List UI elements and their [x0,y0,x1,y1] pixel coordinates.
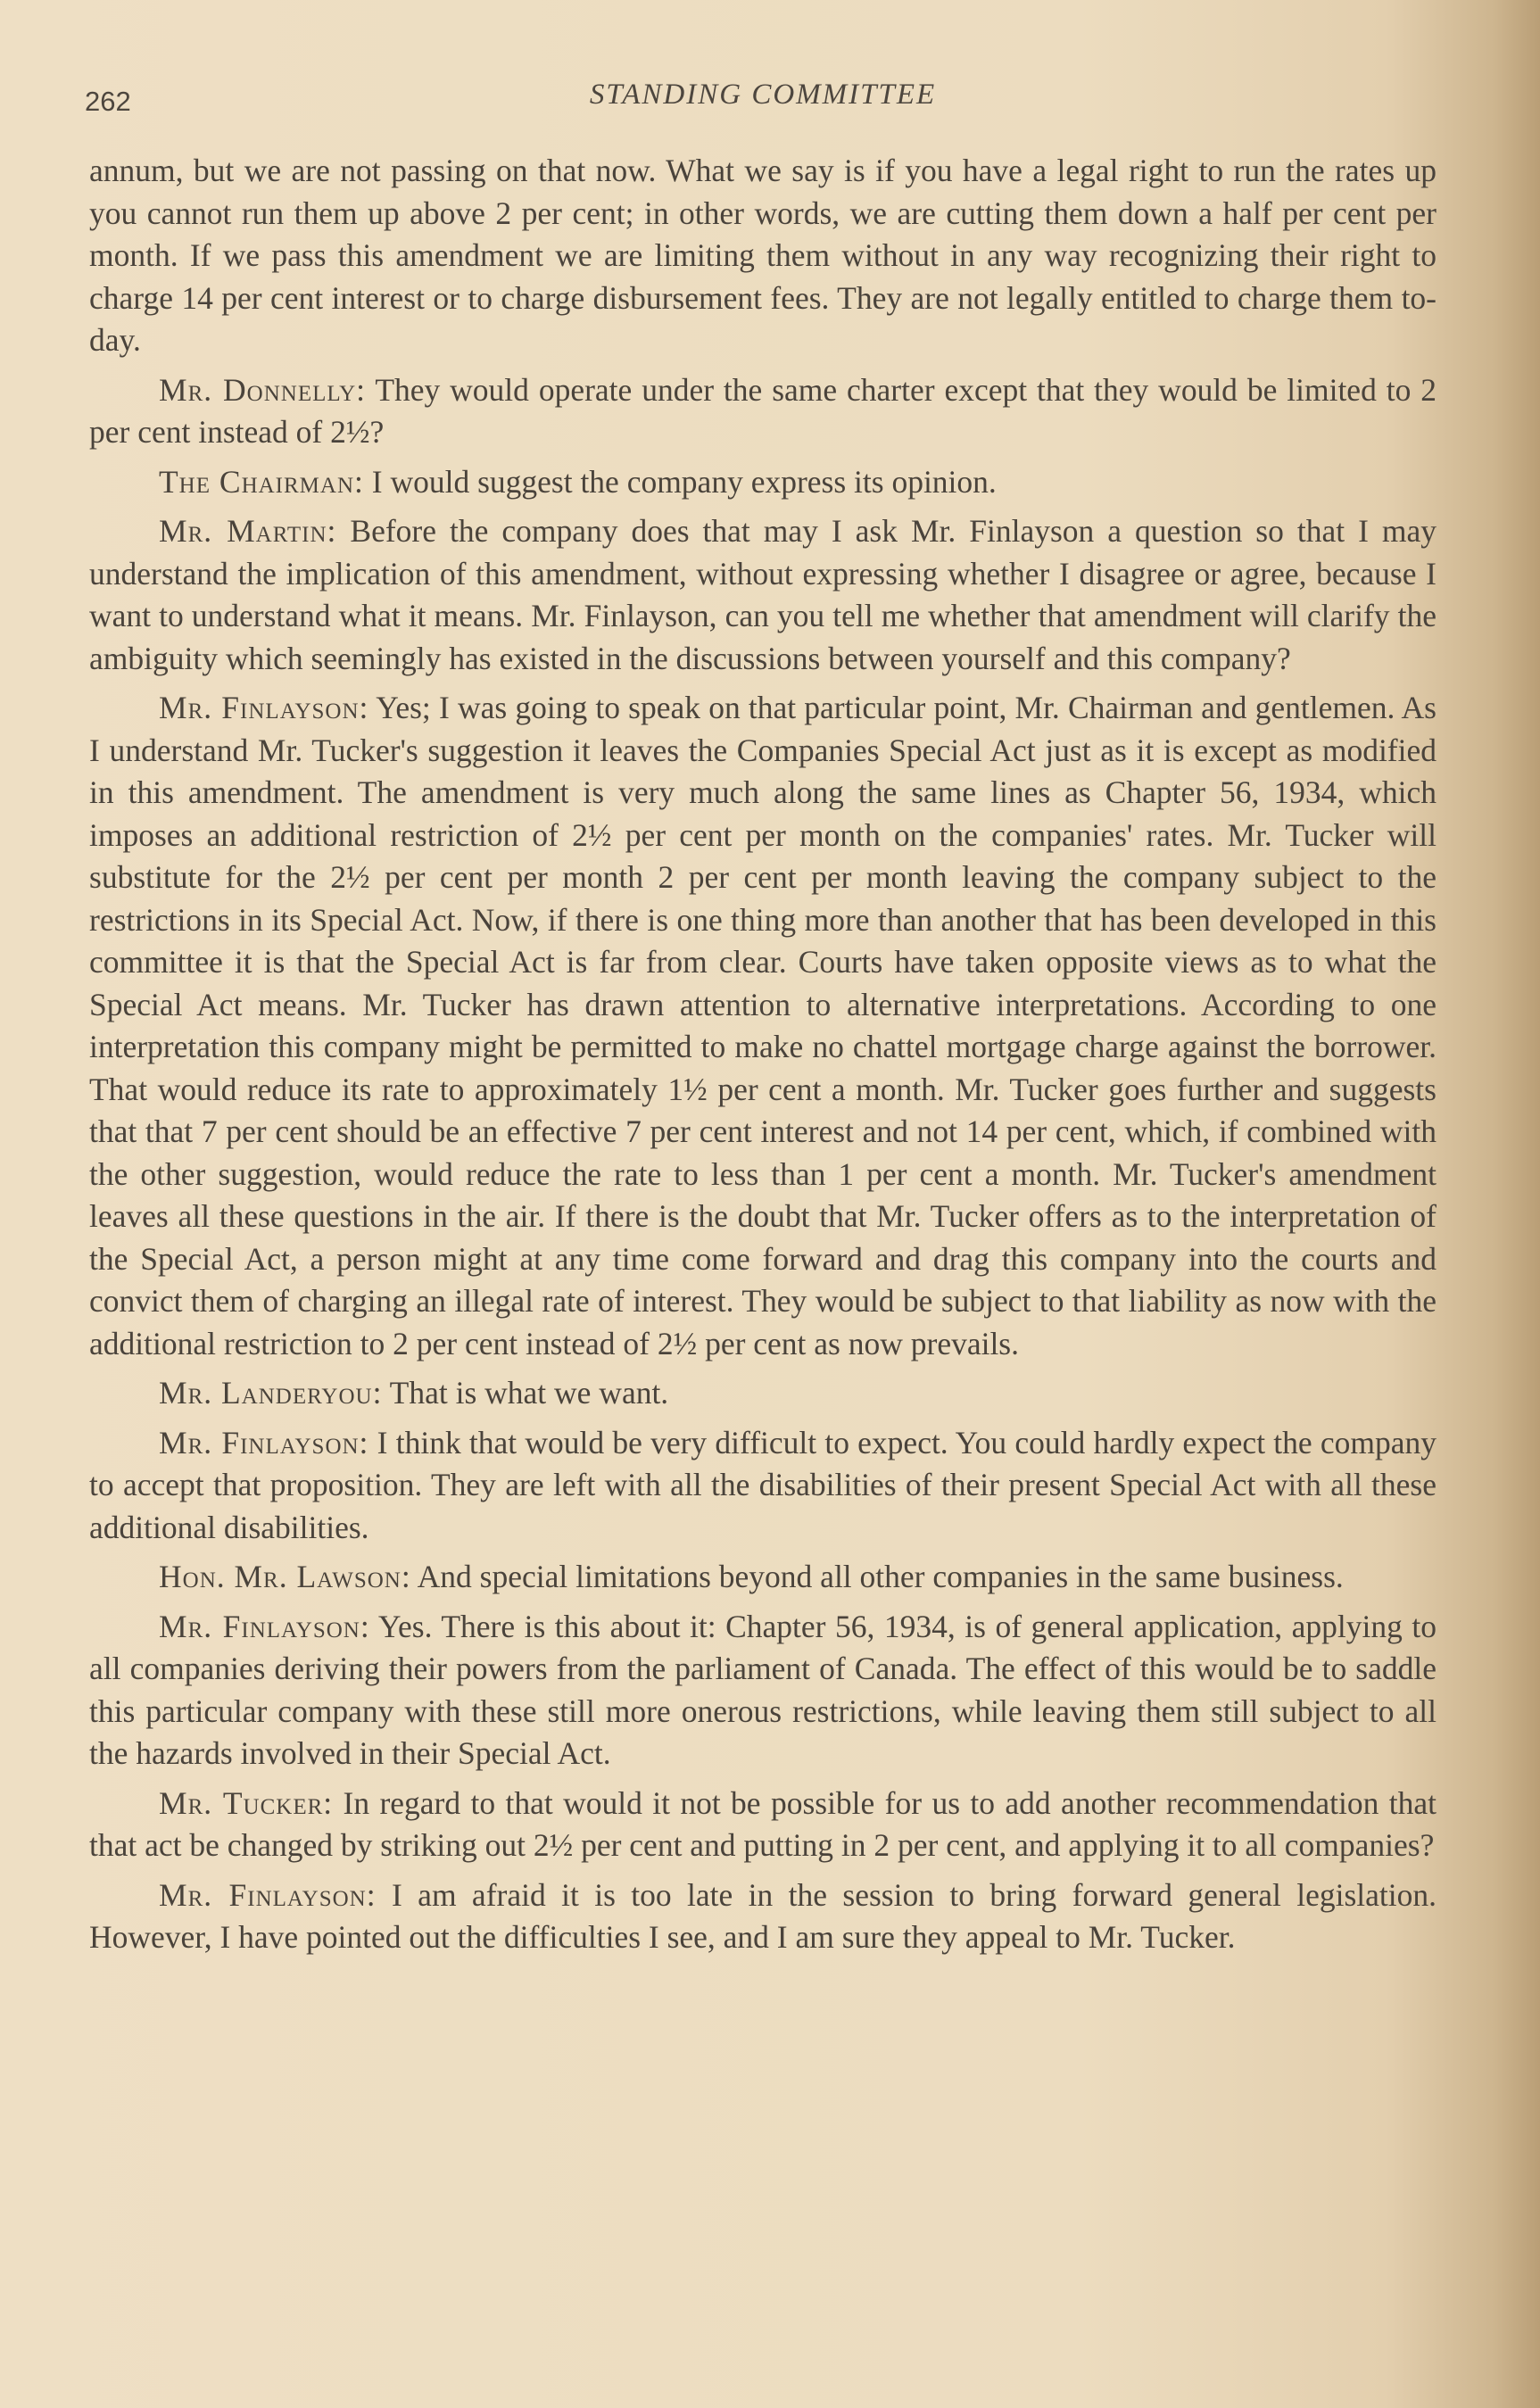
speech-text: I am afraid it is too late in the session to bring forward general legislation. However, I have pointed out the difficulties I see, and I am sure they appeal to Mr. Tucker. [89,1876,1437,1955]
speech-text: Yes. There is this about it: Chapter 56, 1934, is of general application, applying to all companies deriving their powers from the parliament of Canada. The effect of this would be to saddle this particular company with these still more onerous restrictions, while leaving them still subject to all the hazards involved in their Special Act. [89,1608,1437,1771]
speaker-name: Mr. Finlayson: [159,690,369,725]
speech-paragraph [89,1783,1437,1867]
speech-text: Before the company does that may I ask Mr. Finlayson a question so that I may understand the implication of this amendment, without expressing whether I disagree or agree, because I want to understand what it means. Mr. Finlayson, can you tell me whether that amendment will clarify the ambiguity which seemingly has existed in the discussions between yourself and this company? [89,513,1437,676]
speech-paragraph [89,369,1437,454]
speech-text: And special limitations beyond all other companies in the same business. [410,1559,1344,1594]
speech-text: I think that would be very difficult to expect. You could hardly expect the company to accept that proposition. They are left with all the disabilities of their present Special Act with all these additional disabilities. [89,1424,1437,1545]
speech-paragraph [89,1606,1437,1775]
speaker-name: Mr. Tucker: [159,1784,334,1821]
speaker-name: Mr. Finlayson: [159,1424,369,1461]
speaker-name: Mr. Landeryou: [159,1375,383,1411]
page-header [85,73,1437,127]
speech-text: They would operate under the same charter except that they would be limited to 2 per cent instead of 2½? [89,371,1437,450]
paragraph-continuation [89,150,1437,362]
speech-paragraph [89,687,1437,1365]
paragraph-text: annum, but we are not passing on that now. What we say is if you have a legal right to run the rates up you cannot run them up above 2 per cent; in other words, we are cutting them down a half per cent per month. If we pass this amendment we are limiting them without in any way recognizing their right to charge 14 per cent interest or to charge disbursement fees. They are not legally entitled to charge them to-day. [89,153,1437,358]
speaker-name: Mr. Martin: [159,513,337,549]
speech-text: In regard to that would it not be possible for us to add another recommendation that that act be changed by striking out 2½ per cent and putting in 2 per cent, and applying it to all companies? [89,1784,1437,1863]
running-head: STANDING COMMITTEE [589,79,937,111]
speech-paragraph [89,461,1437,504]
speaker-name: Mr. Finlayson: [159,1608,370,1644]
speech-paragraph [89,1422,1437,1550]
speaker-name: Hon. Mr. Lawson: [159,1559,411,1594]
speech-paragraph [89,1372,1437,1415]
speech-paragraph [89,510,1437,680]
speech-text: That is what we want. [382,1375,669,1411]
speech-text: Yes; I was going to speak on that particular point, Mr. Chairman and gentlemen. As I understand Mr. Tucker's suggestion it leaves the Companies Special Act just as it is except as modified in this amendment. The amendment is very much along the same lines as Chapter 56, 1934, which imposes an additional restriction of 2½ per cent per month on the companies' rates. Mr. Tucker will substitute for the 2½ per cent per month 2 per cent per month leaving the company subject to the restrictions in its Special Act. Now, if there is one thing more than another that has been developed in this committee it is that the Special Act is far from clear. Courts have taken opposite views as to what the Special Act means. Mr. Tucker has drawn attention to alternative interpretations. According to one interpretation this company might be permitted to make no chattel mortgage charge against the borrower. That would reduce its rate to approximately 1½ per cent a month. Mr. Tucker goes further and suggests that that 7 per cent should be an effective 7 per cent interest and not 14 per cent, which, if combined with the other suggestion, would reduce the rate to less than 1 per cent a month. Mr. Tucker's amendment leaves all these questions in the air. If there is the doubt that Mr. Tucker offers as to the interpretation of the Special Act, a person might at any time come forward and drag this company into the courts and convict them of charging an illegal rate of interest. They would be subject to that liability as now with the additional restriction to 2 per cent instead of 2½ per cent as now prevails. [89,690,1437,1361]
speaker-name: Mr. Donnelly: [159,371,367,408]
speech-paragraph [89,1874,1437,1959]
page-content [85,73,1437,1966]
speaker-name: The Chairman: [159,463,364,500]
speech-text: I would suggest the company express its opinion. [363,463,997,500]
speaker-name: Mr. Finlayson: [159,1876,377,1913]
speech-paragraph [89,1556,1437,1599]
page-number: 262 [85,86,131,117]
